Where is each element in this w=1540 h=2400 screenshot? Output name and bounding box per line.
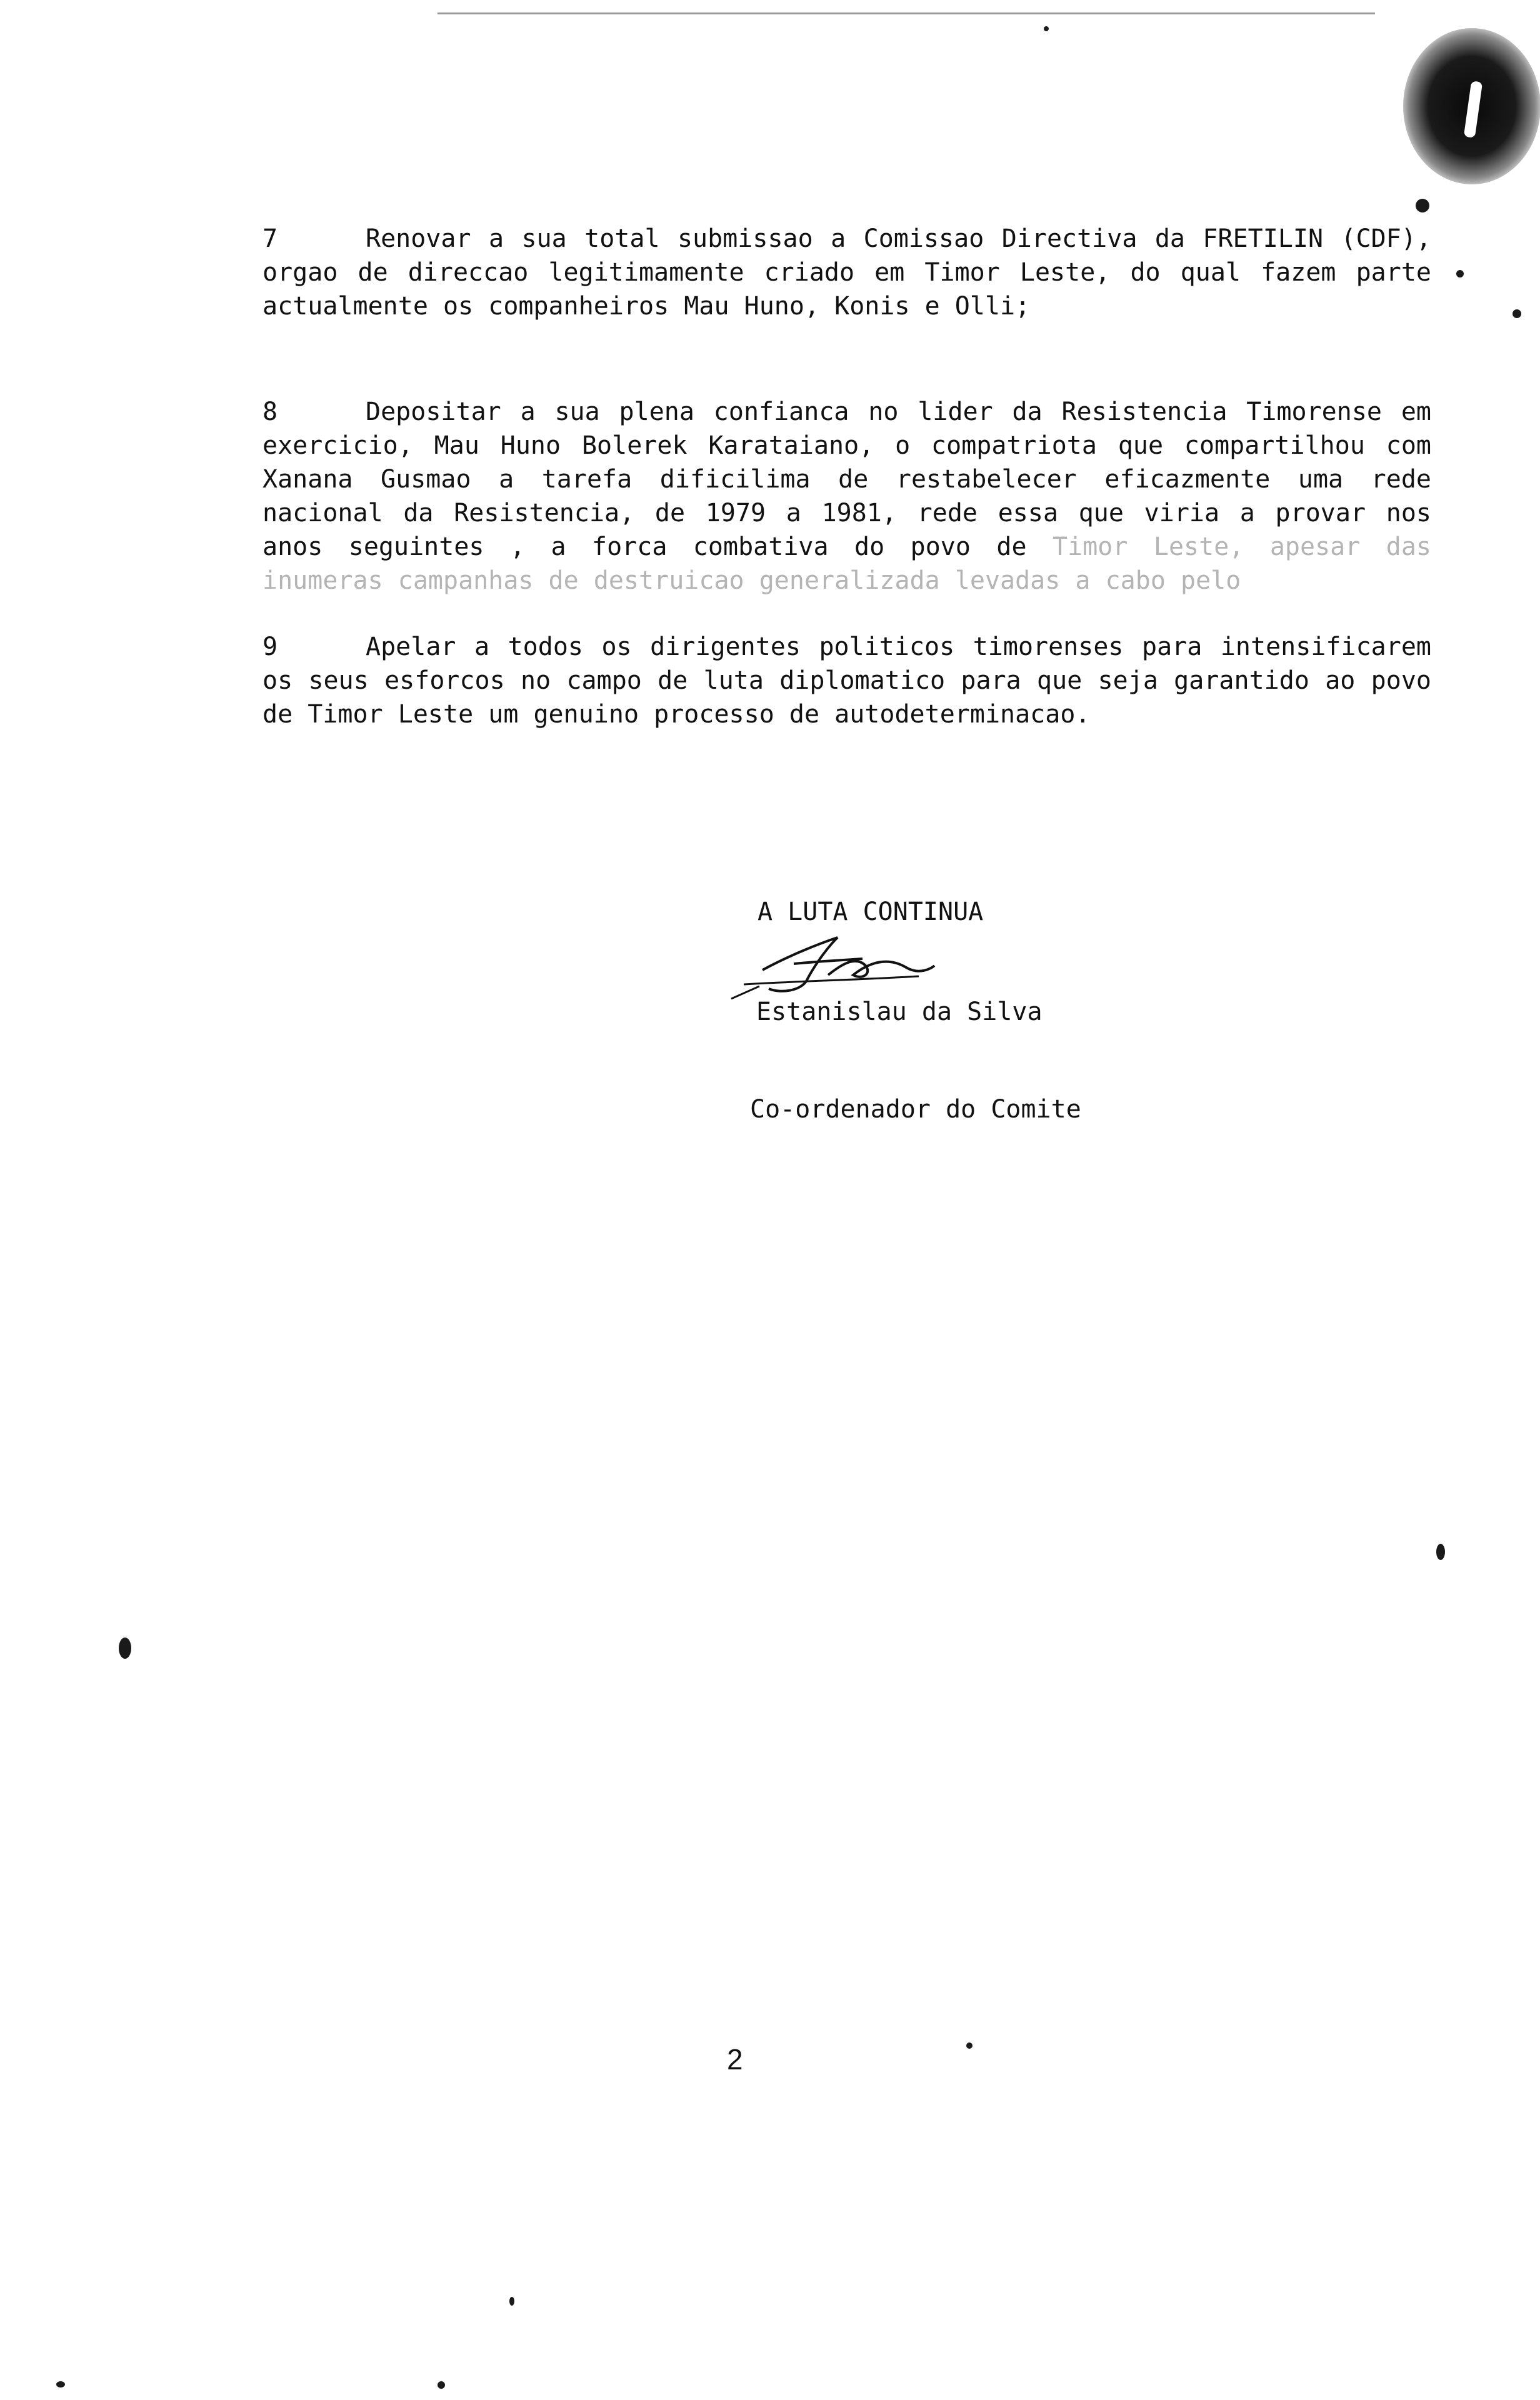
paragraph-7 xyxy=(262,222,1431,323)
signer-title: Co-ordenador do Comite xyxy=(750,1095,1081,1124)
paragraph-number: 8 xyxy=(262,398,278,426)
paragraph-9 xyxy=(262,630,1431,731)
paragraph-text: Renovar a sua total submissao a Comissao Directiva da FRETILIN (CDF), orgao de direccao legitimamente criado em Timor Leste, do qual fazem parte actualmente os companheiros Mau Huno, Konis e Olli; xyxy=(262,224,1431,321)
paragraph-number: 9 xyxy=(262,632,278,661)
page-number: 2 xyxy=(727,2043,743,2076)
speck xyxy=(1436,1544,1445,1560)
signer-name: Estanislau da Silva xyxy=(756,998,1042,1026)
closing-line: A LUTA CONTINUA xyxy=(758,898,984,926)
speck xyxy=(438,2381,445,2389)
paragraph-number: 7 xyxy=(262,224,278,253)
speck xyxy=(509,2297,514,2306)
handwritten-signature xyxy=(719,931,944,1000)
speck xyxy=(56,2381,65,2388)
speck xyxy=(1512,309,1521,318)
speck xyxy=(1456,270,1464,278)
speck xyxy=(1416,199,1429,212)
paragraph-8 xyxy=(262,395,1431,598)
speck xyxy=(1044,26,1049,31)
speck xyxy=(119,1638,131,1659)
scan-border-line xyxy=(438,12,1375,14)
paragraph-text: Apelar a todos os dirigentes politicos timorenses para intensificarem os seus esforcos no campo de luta diplomatico para que seja garantido ao povo de Timor Leste um genuino processo de autodeterminacao. xyxy=(262,632,1431,729)
speck xyxy=(966,2042,972,2049)
faded-paragraph-text: Timor Leste, apesar das inumeras campanhas de destruicao generalizada levadas a cabo pelo xyxy=(262,532,1431,595)
paragraph-text: Depositar a sua plena confianca no lider da Resistencia Timorense em exercicio, Mau Huno Bolerek Karataiano, o compatriota que compartilhou com Xanana Gusmao a tarefa dificilima de restabelecer eficazmente uma rede nacional da Resistencia, de 1979 a 1981, rede essa que viria a provar nos anos seguintes , a forca combativa do povo de xyxy=(262,398,1431,561)
